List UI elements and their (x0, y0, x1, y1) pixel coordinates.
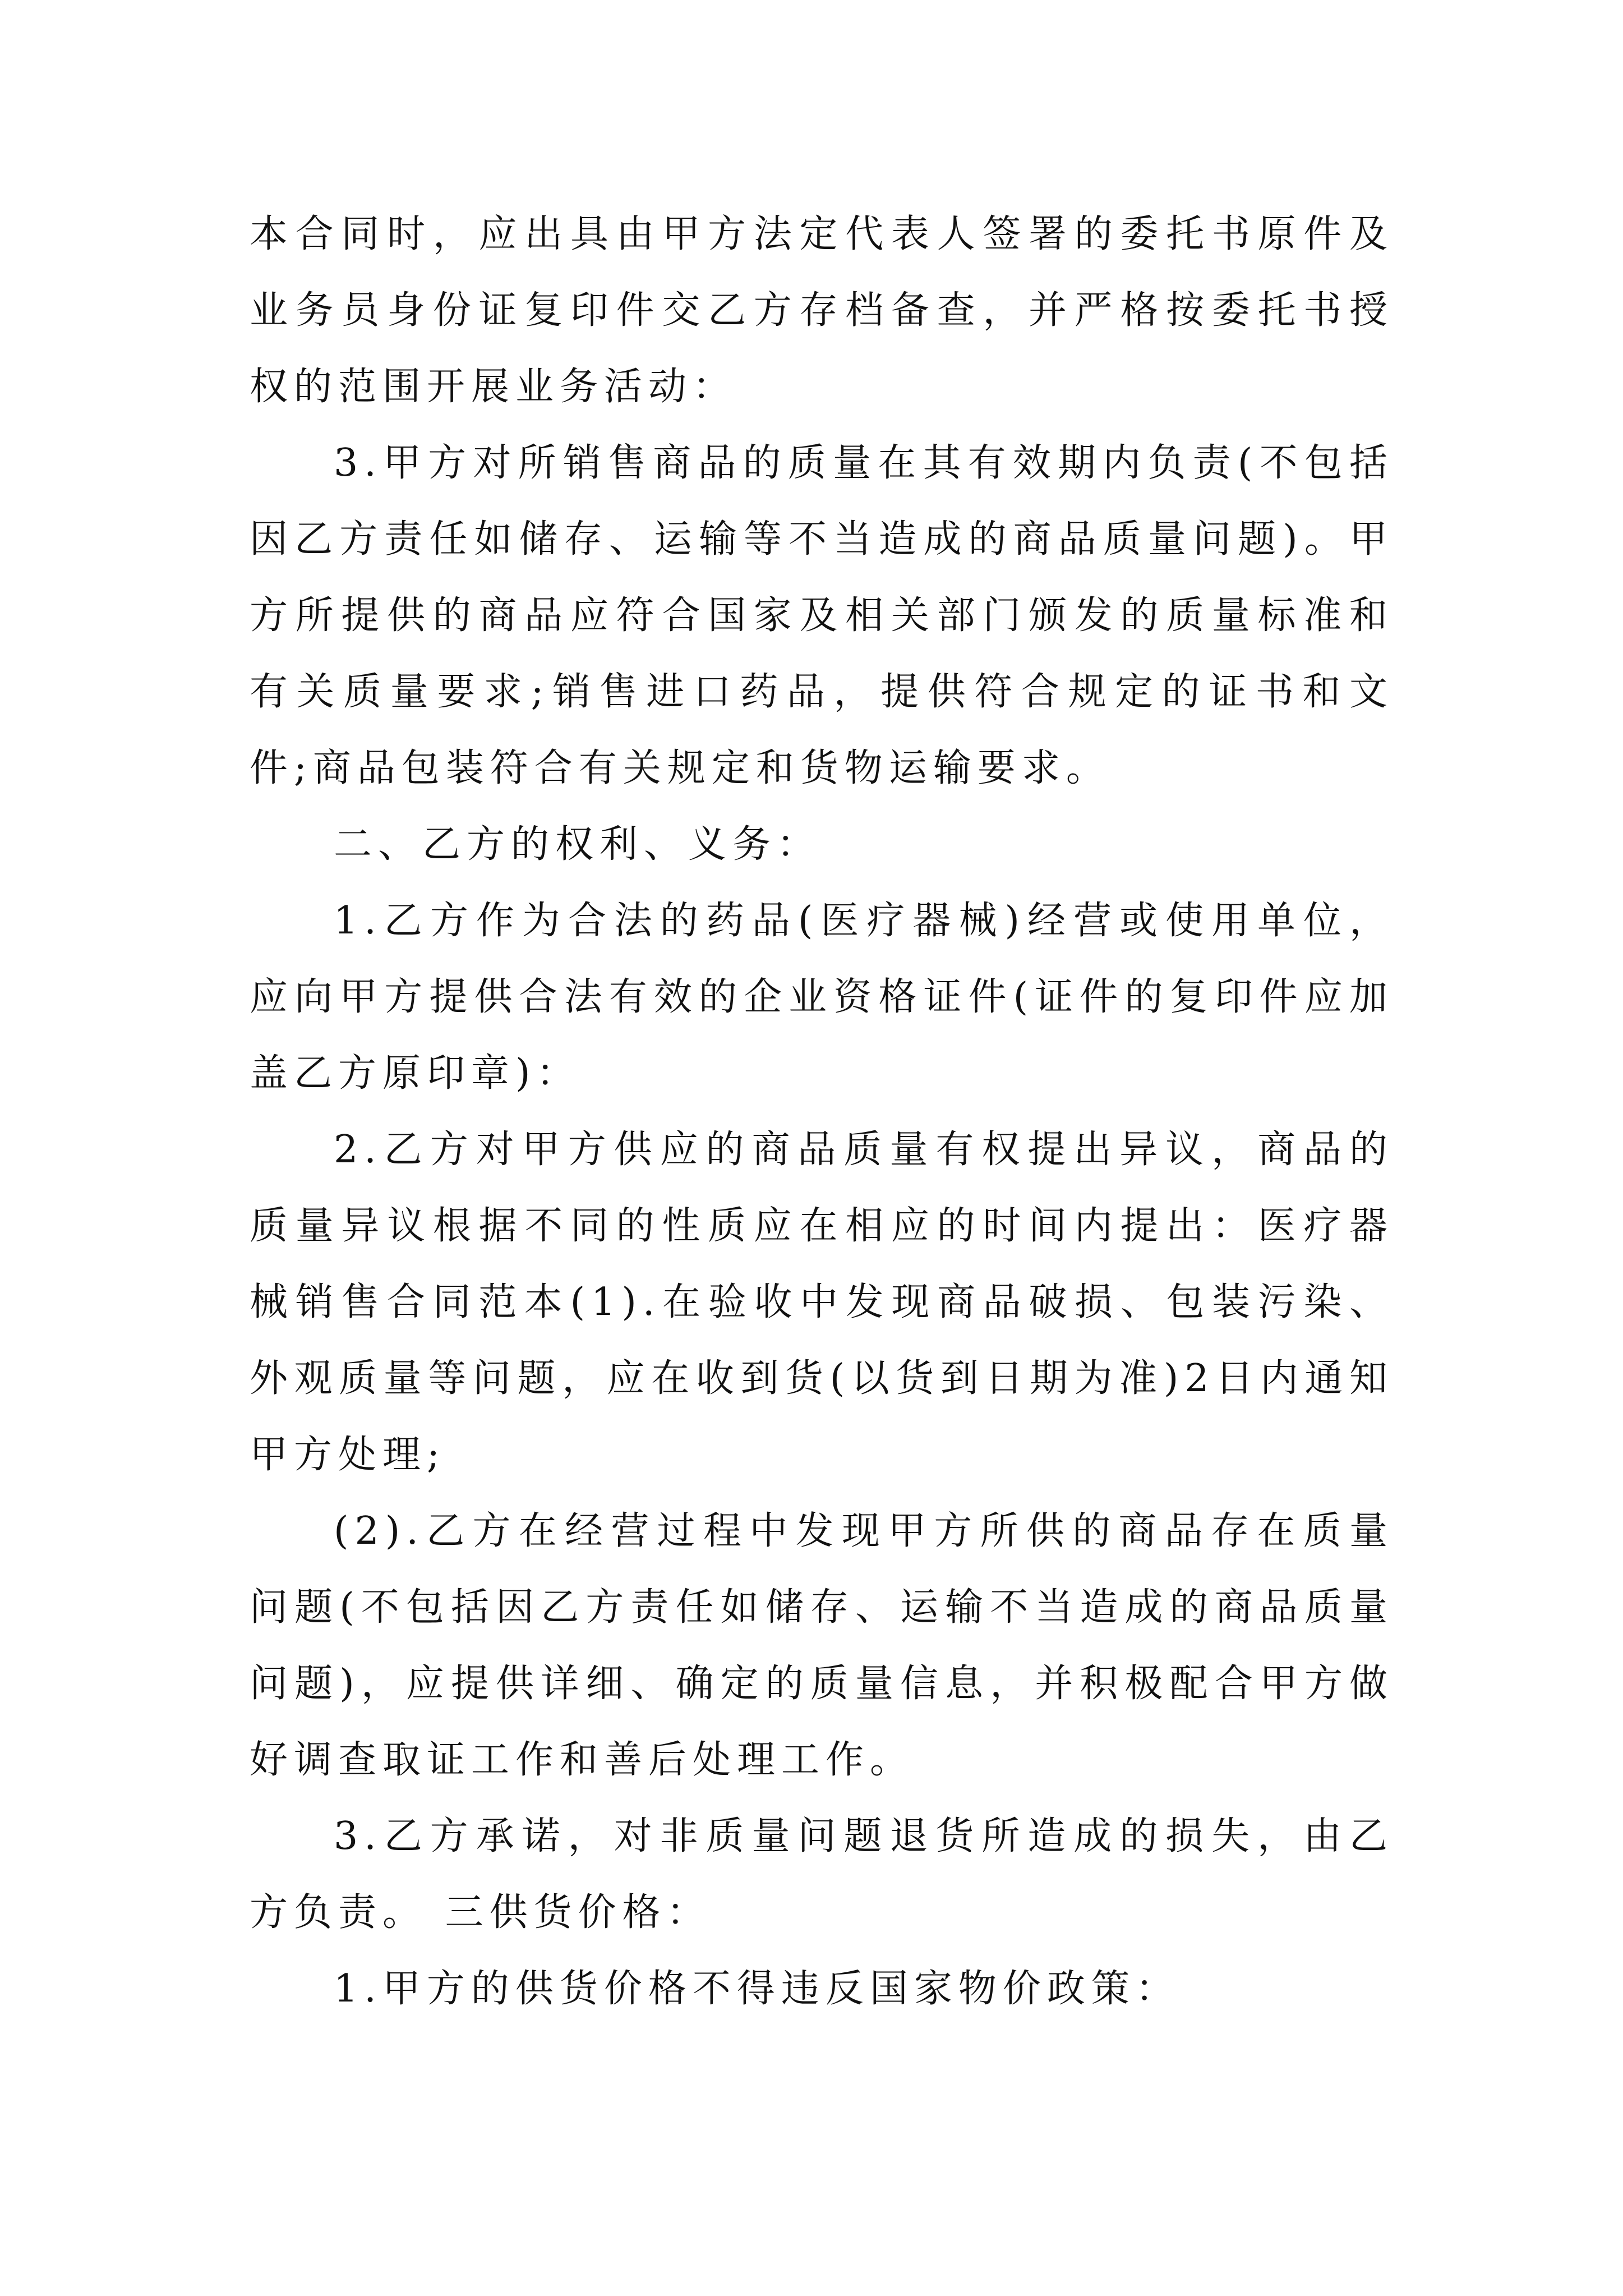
document-body (250, 196, 1394, 2027)
section-heading-2: 二、乙方的权利、义务： (334, 822, 822, 867)
paragraph-6: (2).乙方在经营过程中发现甲方所供的商品存在质量问题(不包括因乙方责任如储存、运输不当造成的商品质量问题)，应提供详细、确定的质量信息，并积极配合甲方做好调查取证工作和善后处理工作。 (250, 1509, 1394, 1782)
paragraph-2: 3.甲方对所销售商品的质量在其有效期内负责(不包括因乙方责任如储存、运输等不当造成的商品质量问题)。甲方所提供的商品应符合国家及相关部门颁发的质量标准和有关质量要求;销售进口药品，提供符合规定的证书和文件;商品包装符合有关规定和货物运输要求。 (250, 441, 1394, 790)
paragraph-4: 1.乙方作为合法的药品(医疗器械)经营或使用单位，应向甲方提供合法有效的企业资格证件(证件的复印件应加盖乙方原印章)： (250, 899, 1394, 1096)
paragraph-1: 本合同时，应出具由甲方法定代表人签署的委托书原件及业务员身份证复印件交乙方存档备查，并严格按委托书授权的范围开展业务活动： (250, 212, 1394, 409)
paragraph-5: 2.乙方对甲方供应的商品质量有权提出异议，商品的质量异议根据不同的性质应在相应的时间内提出：医疗器械销售合同范本(1).在验收中发现商品破损、包装污染、外观质量等问题，应在收到货(以货到日期为准)2日内通知甲方处理; (250, 1128, 1394, 1477)
paragraph-8: 1.甲方的供货价格不得违反国家物价政策： (334, 1967, 1180, 2011)
paragraph-7: 3.乙方承诺，对非质量问题退货所造成的损失，由乙方负责。 三供货价格： (250, 1814, 1394, 1935)
